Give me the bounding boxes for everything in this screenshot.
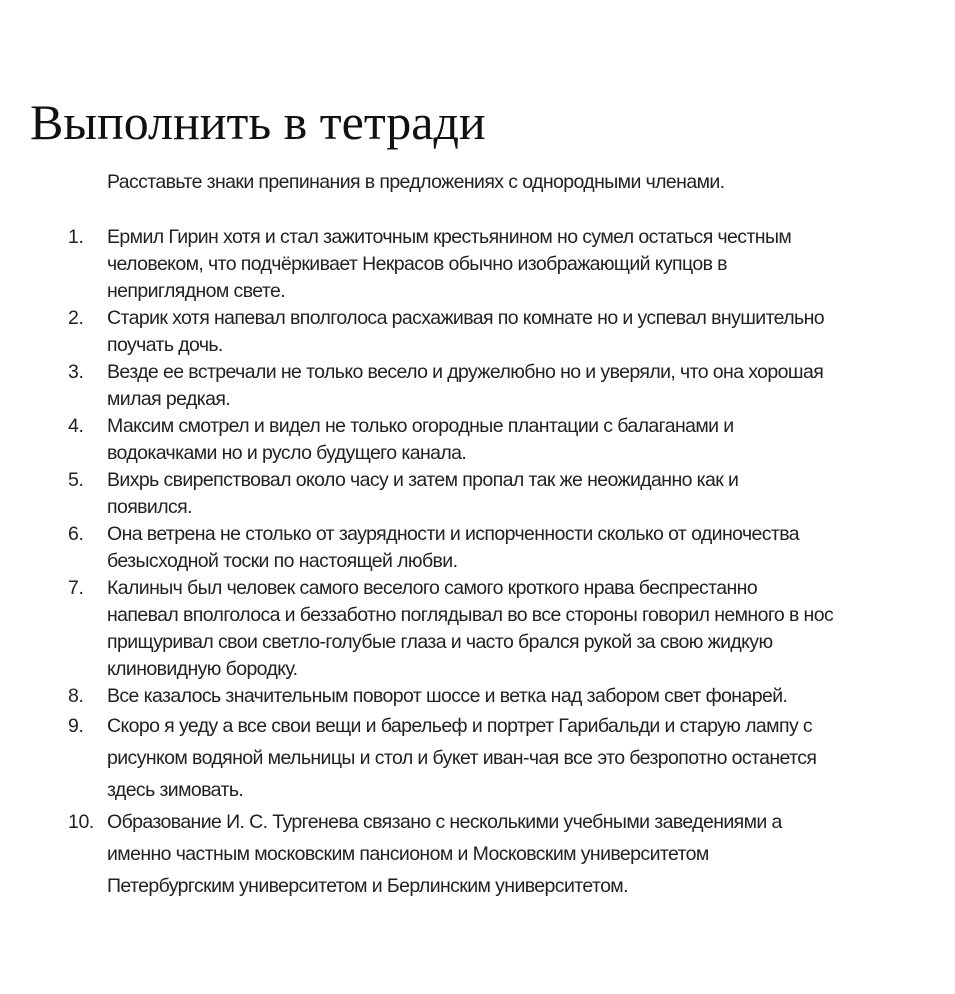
task-list [68,224,955,902]
list-item-line: милая редкая. [107,388,231,410]
list-item-2 [68,305,955,359]
list-item-line: прищуривал свои светло-голубые глаза и часто брался рукой за свою жидкую [107,631,773,653]
list-item-5 [68,467,955,521]
list-item-line: Калиныч был человек самого веселого самого кроткого нрава беспрестанно [107,577,758,599]
list-item-line: безысходной тоски по настоящей любви. [107,550,458,572]
list-item-1 [68,224,955,305]
list-item-4 [68,413,955,467]
list-item-line: Она ветрена не столько от заурядности и испорченности сколько от одиночества [107,523,800,545]
list-item-line: поучать дочь. [107,334,223,356]
list-item-line: Старик хотя напевал вполголоса расхаживая по комнате но и успевал внушительно [107,307,825,329]
list-item-line: Максим смотрел и видел не только огородные плантации с балаганами и [107,415,734,437]
list-item-number: 1. [68,226,84,248]
list-item-number: 5. [68,469,84,491]
list-item-number: 3. [68,361,84,383]
list-item-line: Образование И. С. Тургенева связано с несколькими учебными заведениями а [107,811,782,833]
list-item-number: 8. [68,685,84,707]
page-title: Выполнить в тетради [30,94,486,150]
list-item-number: 6. [68,523,84,545]
list-item-line: здесь зимовать. [107,779,244,801]
list-item-line: человеком, что подчёркивает Некрасов обычно изображающий купцов в [107,253,727,275]
list-item-line: напевал вполголоса и беззаботно поглядывал во все стороны говорил немного в нос [107,604,834,626]
list-item-line: Все казалось значительным поворот шоссе и ветка над забором свет фонарей. [107,685,788,707]
task-instruction: Расставьте знаки препинания в предложениях с однородными членами. [107,171,725,193]
list-item-10 [68,806,955,902]
list-item-line: появился. [107,496,192,518]
list-item-number: 10. [68,811,94,833]
list-item-line: клиновидную бородку. [107,658,298,680]
list-item-line: Везде ее встречали не только весело и дружелюбно но и уверяли, что она хорошая [107,361,824,383]
list-item-8 [68,683,955,710]
list-item-7 [68,575,955,683]
list-item-number: 4. [68,415,84,437]
list-item-3 [68,359,955,413]
list-item-line: Скоро я уеду а все свои вещи и барельеф и портрет Гарибальди и старую лампу с [107,715,813,737]
list-item-line: Ермил Гирин хотя и стал зажиточным крестьянином но сумел остаться честным [107,226,792,248]
list-item-line: неприглядном свете. [107,280,286,302]
list-item-line: именно частным московским пансионом и Московским университетом [107,843,709,865]
list-item-6 [68,521,955,575]
list-item-line: водокачками но и русло будущего канала. [107,442,467,464]
list-item-line: Вихрь свирепствовал около часу и затем пропал так же неожиданно как и [107,469,739,491]
list-item-number: 7. [68,577,84,599]
list-item-line: Петербургским университетом и Берлинским университетом. [107,875,628,897]
list-item-line: рисунком водяной мельницы и стол и букет иван-чая все это безропотно останется [107,747,817,769]
list-item-9 [68,710,955,806]
list-item-number: 9. [68,715,84,737]
list-item-number: 2. [68,307,84,329]
